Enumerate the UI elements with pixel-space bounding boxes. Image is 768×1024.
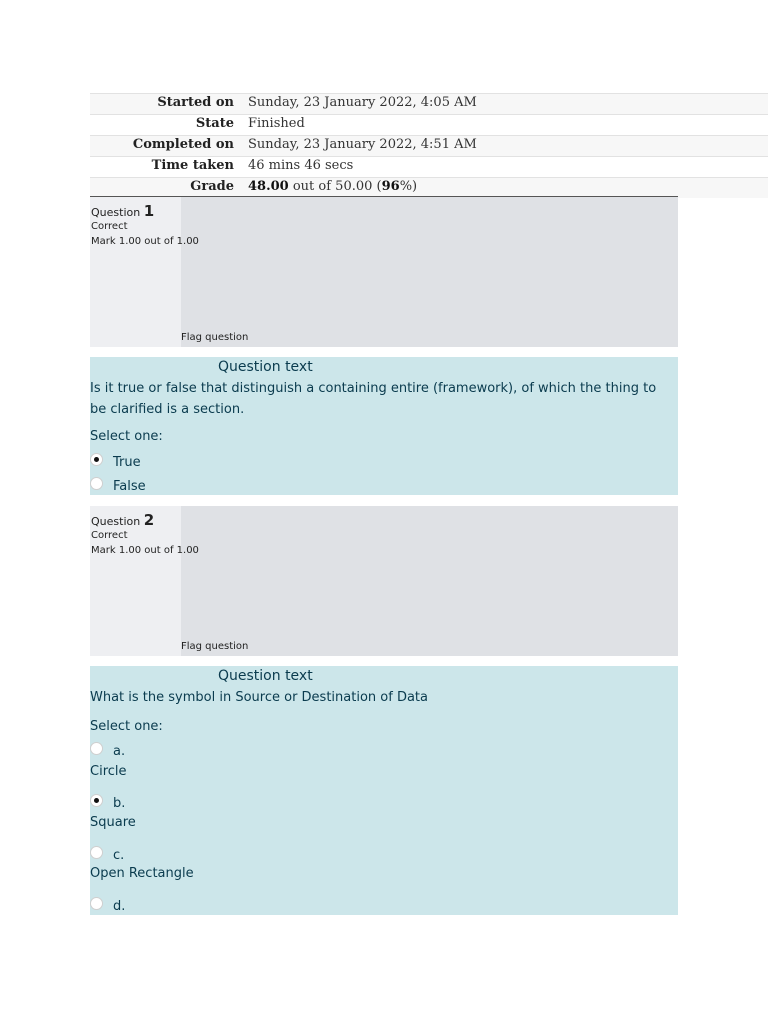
summary-label: Completed on [132, 137, 234, 152]
radio-unchecked-icon[interactable] [90, 742, 103, 755]
option-answer-text: Circle [90, 764, 127, 779]
option-answer-text: Square [90, 815, 136, 830]
summary-label: State [195, 116, 234, 131]
summary-row-grade [90, 177, 768, 198]
summary-value: Finished [248, 116, 305, 131]
question-text-heading: Question text [218, 359, 313, 375]
summary-value: Sunday, 23 January 2022, 4:05 AM [248, 95, 477, 110]
option-answer-text: Open Rectangle [90, 866, 194, 881]
question-text: Is it true or false that distinguish a containing entire (framework), of which the thing to be clarified is a section. [90, 381, 657, 417]
question-number [91, 511, 154, 529]
question-1-info [90, 197, 678, 347]
option-a[interactable] [90, 742, 125, 760]
question-2-content [90, 666, 678, 915]
flag-question-link[interactable]: Flag question [181, 332, 249, 343]
option-letter: d. [113, 898, 126, 914]
summary-row-completed [90, 135, 768, 156]
option-label: False [113, 478, 146, 494]
grade-value [248, 179, 417, 194]
option-letter: a. [113, 743, 126, 759]
option-letter: c. [113, 847, 125, 863]
question-mark: Mark 1.00 out of 1.00 [91, 236, 199, 247]
option-label: True [113, 454, 141, 470]
grade-suffix: %) [399, 179, 418, 194]
summary-value: Sunday, 23 January 2022, 4:51 AM [248, 137, 477, 152]
question-number-value: 2 [143, 511, 155, 529]
question-1-content [90, 357, 678, 495]
summary-label: Grade [190, 179, 234, 194]
grade-percent: 96 [381, 179, 400, 194]
summary-label: Time taken [151, 158, 234, 173]
grade-score: 48.00 [248, 179, 289, 194]
question-2-info [90, 506, 678, 656]
question-number [91, 202, 154, 220]
option-c[interactable] [90, 846, 124, 864]
option-d[interactable] [90, 897, 125, 915]
summary-row-time-taken [90, 156, 768, 177]
summary-label: Started on [157, 95, 234, 110]
flag-question-link[interactable]: Flag question [181, 641, 249, 652]
radio-unchecked-icon[interactable] [90, 897, 103, 910]
summary-value: 46 mins 46 secs [248, 158, 354, 173]
question-mark: Mark 1.00 out of 1.00 [91, 545, 199, 556]
radio-unchecked-icon[interactable] [90, 846, 103, 859]
grade-out-of: out of 50.00 ( [288, 179, 382, 194]
attempt-summary-table [90, 93, 768, 198]
option-b[interactable] [90, 794, 125, 812]
question-state: Correct [91, 221, 128, 232]
question-text-heading: Question text [218, 668, 313, 684]
radio-unchecked-icon[interactable] [90, 477, 103, 490]
option-false[interactable] [90, 477, 146, 495]
summary-row-state [90, 114, 768, 135]
summary-row-started [90, 93, 768, 114]
option-true[interactable] [90, 453, 141, 471]
select-one-label: Select one: [90, 719, 163, 734]
question-state: Correct [91, 530, 128, 541]
option-letter: b. [113, 795, 126, 811]
question-prefix: Question [91, 206, 144, 219]
radio-checked-icon[interactable] [90, 794, 103, 807]
question-number-value: 1 [143, 202, 155, 220]
radio-checked-icon[interactable] [90, 453, 103, 466]
select-one-label: Select one: [90, 429, 163, 444]
question-prefix: Question [91, 515, 144, 528]
question-text: What is the symbol in Source or Destination of Data [90, 690, 428, 705]
